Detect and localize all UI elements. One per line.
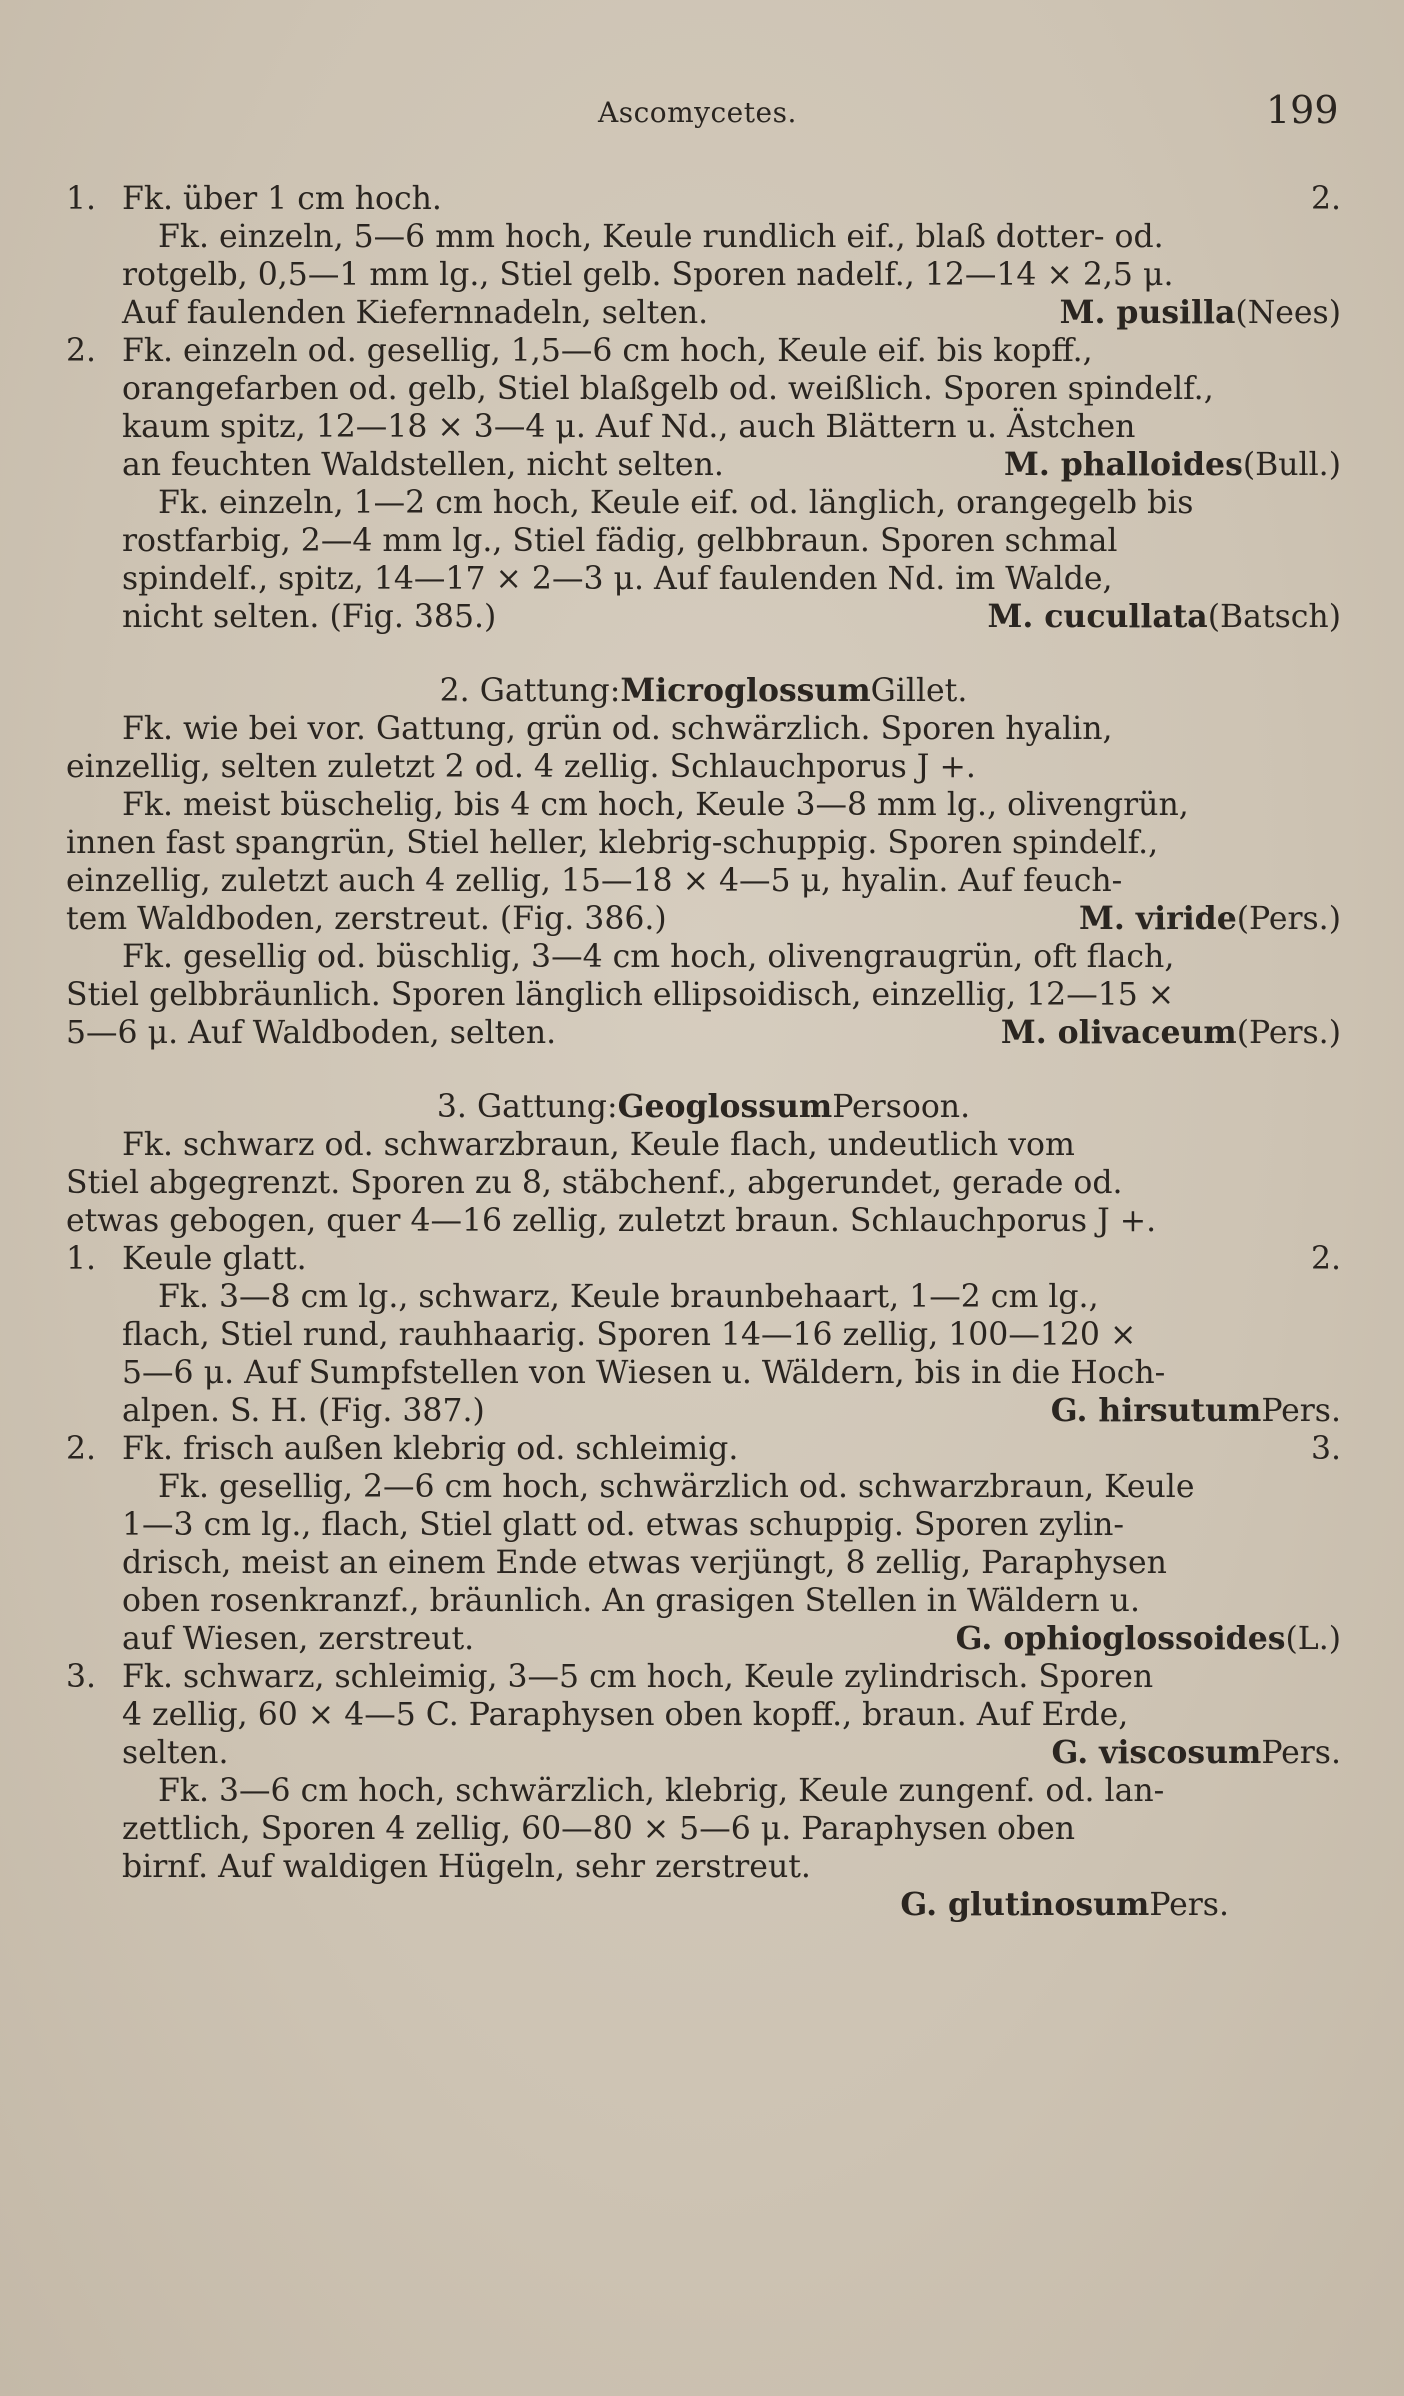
species-author: (Pers.)	[1236, 1015, 1341, 1051]
text: rostfarbig, 2—4 mm lg., Stiel fädig, gelbbraun. Sporen schmal	[122, 523, 1118, 559]
text-line	[66, 1544, 1341, 1582]
key-number: 2.	[66, 1431, 97, 1467]
species-name	[900, 1886, 1229, 1924]
text-line	[66, 1354, 1341, 1392]
text-line	[66, 1848, 1341, 1886]
text: innen fast spangrün, Stiel heller, klebrig-schuppig. Sporen spindelf.,	[66, 825, 1159, 861]
text-line	[66, 560, 1341, 598]
spacer	[66, 1052, 1341, 1088]
text-line	[66, 824, 1341, 862]
key-reference: 2.	[1310, 1241, 1341, 1277]
text: auf Wiesen, zerstreut.	[122, 1621, 475, 1657]
text: Fk. meist büschelig, bis 4 cm hoch, Keule 3—8 mm lg., olivengrün,	[122, 787, 1189, 823]
text-line	[66, 1772, 1341, 1810]
text-line	[66, 976, 1341, 1014]
text: Stiel abgegrenzt. Sporen zu 8, stäbchenf., abgerundet, gerade od.	[66, 1165, 1123, 1201]
species-name	[956, 1620, 1341, 1658]
key-line	[66, 180, 1341, 218]
species-name	[1051, 1392, 1341, 1430]
text-line	[66, 598, 1341, 636]
key-number: 3.	[66, 1659, 97, 1695]
text-line	[66, 522, 1341, 560]
text-line	[66, 1696, 1341, 1734]
page-header	[0, 88, 1404, 148]
key-reference: 3.	[1310, 1431, 1341, 1467]
text-line	[66, 1734, 1341, 1772]
text-line	[66, 1582, 1341, 1620]
text: 1—3 cm lg., flach, Stiel glatt od. etwas schuppig. Sporen zylin-	[122, 1507, 1125, 1543]
key-text: Fk. über 1 cm hoch.	[122, 181, 442, 217]
text-line	[66, 710, 1341, 748]
key-number: 2.	[66, 333, 97, 369]
text: orangefarben od. gelb, Stiel blaßgelb od. weißlich. Sporen spindelf.,	[122, 371, 1214, 407]
key-line	[66, 1240, 1341, 1278]
key-number: 1.	[66, 1241, 97, 1277]
page-body	[66, 180, 1341, 1924]
species-name	[1051, 1734, 1341, 1772]
text-line	[66, 938, 1341, 976]
text: selten.	[122, 1735, 229, 1771]
text-line	[66, 218, 1341, 256]
text-line	[66, 256, 1341, 294]
text: Fk. wie bei vor. Gattung, grün od. schwärzlich. Sporen hyalin,	[122, 711, 1113, 747]
page-number: 199	[1266, 88, 1339, 132]
text: zettlich, Sporen 4 zellig, 60—80 × 5—6 μ. Paraphysen oben	[122, 1811, 1076, 1847]
text-line	[66, 748, 1341, 786]
species-name	[987, 598, 1341, 636]
text-line	[66, 1468, 1341, 1506]
species-binomial: M. cucullata	[987, 598, 1208, 635]
text: Fk. gesellig od. büschlig, 3—4 cm hoch, olivengraugrün, oft flach,	[122, 939, 1175, 975]
text: Fk. einzeln, 1—2 cm hoch, Keule eif. od. länglich, orangegelb bis	[158, 485, 1194, 521]
text: Stiel gelbbräunlich. Sporen länglich ellipsoidisch, einzellig, 12—15 ×	[66, 977, 1175, 1013]
species-author: (Pers.)	[1236, 901, 1341, 937]
text-line	[66, 1014, 1341, 1052]
text-line	[66, 862, 1341, 900]
species-binomial: G. hirsutum	[1050, 1392, 1262, 1429]
key-text: Keule glatt.	[122, 1241, 307, 1277]
text: Fk. einzeln od. gesellig, 1,5—6 cm hoch, Keule eif. bis kopff.,	[122, 333, 1093, 369]
spacer	[66, 636, 1341, 672]
species-name	[1060, 294, 1341, 332]
key-line	[66, 1430, 1341, 1468]
text-line	[66, 446, 1341, 484]
species-name	[1079, 900, 1341, 938]
text: 5—6 μ. Auf Waldboden, selten.	[66, 1015, 557, 1051]
text: drisch, meist an einem Ende etwas verjüngt, 8 zellig, Paraphysen	[122, 1545, 1167, 1581]
species-author: (Nees)	[1235, 295, 1341, 331]
text-line	[66, 1278, 1341, 1316]
species-author: (L.)	[1285, 1621, 1341, 1657]
genus-author: Persoon.	[832, 1089, 971, 1125]
heading-prefix: 2. Gattung:	[439, 673, 621, 709]
text: Fk. 3—6 cm hoch, schwärzlich, klebrig, Keule zungenf. od. lan-	[158, 1773, 1165, 1809]
species-binomial: M. viride	[1079, 900, 1237, 937]
text: 4 zellig, 60 × 4—5 C. Paraphysen oben kopff., braun. Auf Erde,	[122, 1697, 1129, 1733]
text: kaum spitz, 12—18 × 3—4 μ. Auf Nd., auch Blättern u. Ästchen	[122, 409, 1136, 445]
species-author: Pers.	[1261, 1393, 1341, 1429]
text: spindelf., spitz, 14—17 × 2—3 μ. Auf faulenden Nd. im Walde,	[122, 561, 1113, 597]
text: einzellig, zuletzt auch 4 zellig, 15—18 × 4—5 μ, hyalin. Auf feuch-	[66, 863, 1123, 899]
text-line	[66, 1810, 1341, 1848]
text-line	[66, 294, 1341, 332]
key-reference: 2.	[1310, 181, 1341, 217]
text-line	[66, 900, 1341, 938]
species-binomial: G. viscosum	[1051, 1734, 1262, 1771]
species-binomial: G. ophioglossoides	[955, 1620, 1286, 1657]
text: oben rosenkranzf., bräunlich. An grasigen Stellen in Wäldern u.	[122, 1583, 1140, 1619]
text-line	[66, 370, 1341, 408]
species-binomial: M. pusilla	[1059, 294, 1236, 331]
genus-author: Gillet.	[870, 673, 968, 709]
text: alpen. S. H. (Fig. 387.)	[122, 1393, 485, 1429]
text-line	[66, 1164, 1341, 1202]
text: Fk. schwarz, schleimig, 3—5 cm hoch, Keule zylindrisch. Sporen	[122, 1659, 1154, 1695]
species-author: (Batsch)	[1207, 599, 1341, 635]
species-binomial: G. glutinosum	[900, 1886, 1150, 1923]
text-line	[66, 1506, 1341, 1544]
genus-heading	[66, 672, 1341, 710]
text-line	[66, 1392, 1341, 1430]
text: flach, Stiel rund, rauhhaarig. Sporen 14—16 zellig, 100—120 ×	[122, 1317, 1137, 1353]
species-name	[1001, 1014, 1341, 1052]
text-line	[66, 408, 1341, 446]
key-text: Fk. frisch außen klebrig od. schleimig.	[122, 1431, 739, 1467]
genus-name: Microglossum	[620, 672, 871, 709]
text-line	[66, 1316, 1341, 1354]
text-line	[66, 1620, 1341, 1658]
species-name	[1004, 446, 1341, 484]
text: birnf. Auf waldigen Hügeln, sehr zerstreut.	[122, 1849, 811, 1885]
text-line	[66, 1886, 1341, 1924]
text-line	[66, 1202, 1341, 1240]
text: Auf faulenden Kiefernnadeln, selten.	[122, 295, 709, 331]
text: Fk. gesellig, 2—6 cm hoch, schwärzlich od. schwarzbraun, Keule	[158, 1469, 1195, 1505]
text: Fk. einzeln, 5—6 mm hoch, Keule rundlich eif., blaß dotter- od.	[158, 219, 1164, 255]
species-binomial: M. olivaceum	[1000, 1014, 1237, 1051]
text: etwas gebogen, quer 4—16 zellig, zuletzt braun. Schlauchporus J +.	[66, 1203, 1157, 1239]
heading-prefix: 3. Gattung:	[436, 1089, 618, 1125]
text: 5—6 μ. Auf Sumpfstellen von Wiesen u. Wäldern, bis in die Hoch-	[122, 1355, 1166, 1391]
species-author: (Bull.)	[1242, 447, 1341, 483]
species-author: Pers.	[1149, 1887, 1229, 1923]
text: Fk. 3—8 cm lg., schwarz, Keule braunbehaart, 1—2 cm lg.,	[158, 1279, 1099, 1315]
species-author: Pers.	[1261, 1735, 1341, 1771]
text: rotgelb, 0,5—1 mm lg., Stiel gelb. Sporen nadelf., 12—14 × 2,5 μ.	[122, 257, 1174, 293]
key-line	[66, 1658, 1341, 1696]
key-number: 1.	[66, 181, 97, 217]
text: an feuchten Waldstellen, nicht selten.	[122, 447, 724, 483]
text: tem Waldboden, zerstreut. (Fig. 386.)	[66, 901, 667, 937]
text: nicht selten. (Fig. 385.)	[122, 599, 497, 635]
text-line	[66, 786, 1341, 824]
text: einzellig, selten zuletzt 2 od. 4 zellig. Schlauchporus J +.	[66, 749, 976, 785]
genus-heading	[66, 1088, 1341, 1126]
text: Fk. schwarz od. schwarzbraun, Keule flach, undeutlich vom	[122, 1127, 1075, 1163]
genus-name: Geoglossum	[617, 1088, 833, 1125]
key-line	[66, 332, 1341, 370]
text-line	[66, 484, 1341, 522]
running-head: Ascomycetes.	[598, 96, 797, 129]
species-binomial: M. phalloides	[1003, 446, 1243, 483]
text-line	[66, 1126, 1341, 1164]
